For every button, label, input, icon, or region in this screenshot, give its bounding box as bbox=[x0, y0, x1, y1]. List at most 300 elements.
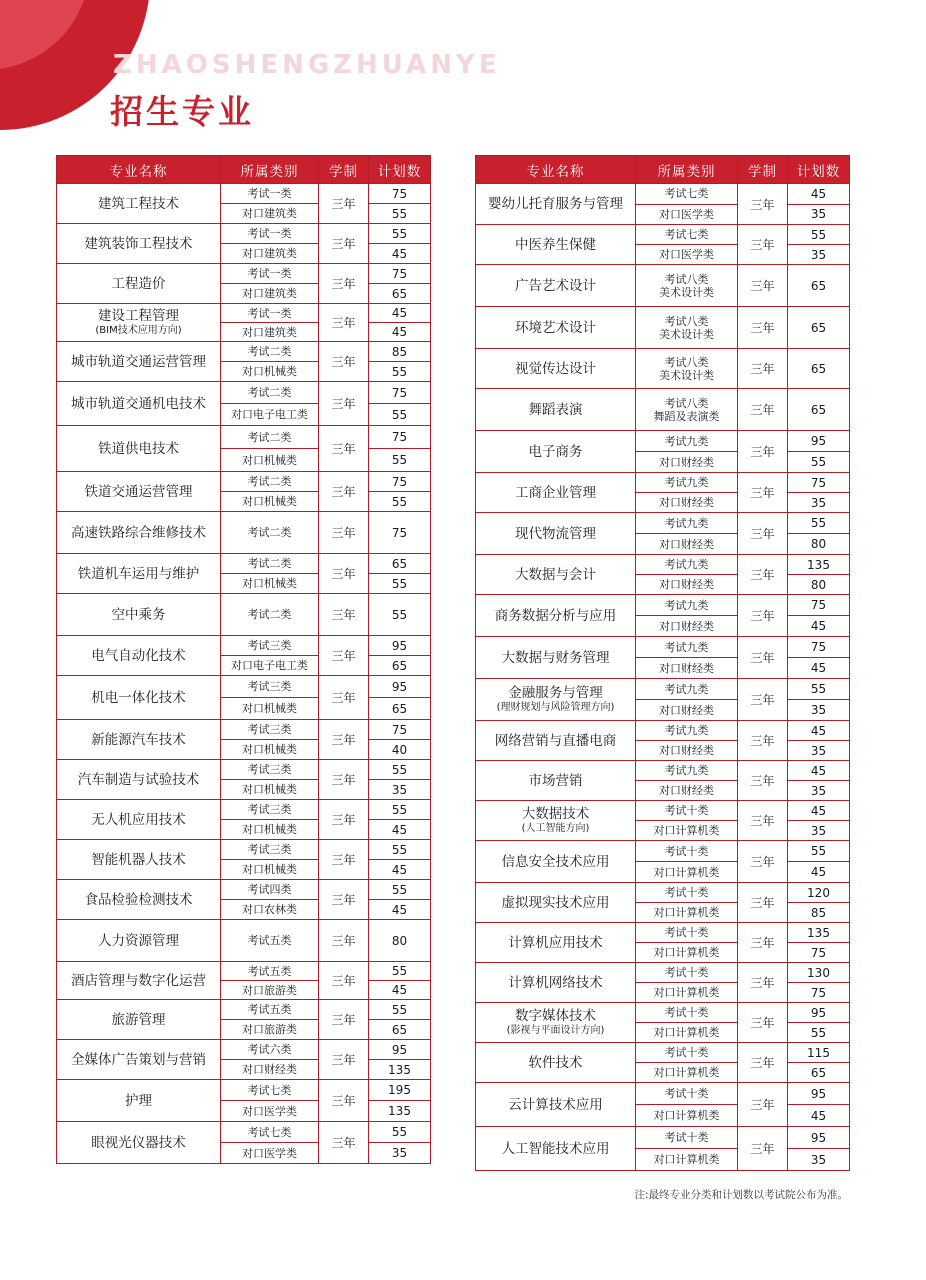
category-cell: 考试九类 bbox=[636, 431, 738, 452]
plan-number-cell: 65 bbox=[788, 349, 850, 389]
major-name: 计算机应用技术 bbox=[508, 934, 603, 951]
major-name: 人力资源管理 bbox=[98, 932, 179, 949]
major-name-cell bbox=[57, 1040, 221, 1080]
table-row bbox=[57, 1080, 431, 1101]
duration-cell: 三年 bbox=[738, 1043, 788, 1083]
plan-number-cell: 55 bbox=[369, 574, 431, 594]
duration-cell: 三年 bbox=[738, 637, 788, 679]
category-cell: 考试九类 bbox=[636, 595, 738, 616]
category-cell: 考试七类 bbox=[221, 1080, 319, 1101]
category-cell: 考试二类 bbox=[221, 342, 319, 362]
table-row bbox=[57, 1000, 431, 1020]
major-name: 铁道供电技术 bbox=[98, 440, 179, 457]
category-cell: 对口建筑类 bbox=[221, 244, 319, 264]
duration-cell: 三年 bbox=[319, 1040, 369, 1080]
major-name-cell bbox=[476, 184, 636, 225]
plan-number-cell: 130 bbox=[788, 963, 850, 983]
plan-number-cell: 55 bbox=[369, 800, 431, 820]
duration-cell: 三年 bbox=[738, 841, 788, 883]
table-row bbox=[476, 265, 850, 307]
table-row bbox=[57, 382, 431, 404]
duration-cell: 三年 bbox=[319, 636, 369, 676]
duration-cell: 三年 bbox=[319, 720, 369, 760]
category-cell: 考试七类 bbox=[221, 1122, 319, 1143]
plan-number-cell: 45 bbox=[369, 244, 431, 264]
major-name: 信息安全技术应用 bbox=[501, 853, 610, 870]
plan-number-cell: 75 bbox=[788, 637, 850, 658]
category-cell: 考试九类 bbox=[636, 679, 738, 700]
major-name: 建筑工程技术 bbox=[98, 195, 179, 212]
header-plan: 计划数 bbox=[788, 156, 850, 184]
plan-number-cell: 55 bbox=[788, 513, 850, 534]
table-row bbox=[57, 720, 431, 740]
major-name: 铁道交通运营管理 bbox=[84, 483, 193, 500]
major-name: 计算机网络技术 bbox=[508, 974, 603, 991]
category-cell: 对口计算机类 bbox=[636, 1105, 738, 1127]
plan-number-cell: 55 bbox=[788, 679, 850, 700]
duration-cell: 三年 bbox=[319, 920, 369, 962]
table-row bbox=[476, 883, 850, 903]
plan-number-cell: 135 bbox=[788, 555, 850, 575]
major-name-cell bbox=[476, 1083, 636, 1127]
major-name: 大数据与财务管理 bbox=[501, 649, 610, 666]
category-cell: 考试二类 bbox=[221, 512, 319, 554]
major-name: 工商企业管理 bbox=[515, 484, 596, 501]
plan-number-cell: 45 bbox=[788, 721, 850, 741]
majors-table-right bbox=[475, 155, 850, 1171]
category-cell: 考试八类 美术设计类 bbox=[636, 265, 738, 307]
plan-number-cell: 45 bbox=[369, 981, 431, 1000]
major-name-cell bbox=[57, 1000, 221, 1040]
category-cell: 考试七类 bbox=[636, 225, 738, 245]
category-cell: 考试十类 bbox=[636, 883, 738, 903]
category-cell: 考试九类 bbox=[636, 555, 738, 575]
plan-number-cell: 55 bbox=[369, 1122, 431, 1143]
category-cell: 对口财经类 bbox=[636, 534, 738, 555]
category-cell: 考试九类 bbox=[636, 513, 738, 534]
plan-number-cell: 55 bbox=[369, 362, 431, 382]
duration-cell: 三年 bbox=[319, 264, 369, 304]
major-name-cell bbox=[476, 1003, 636, 1043]
category-cell: 对口财经类 bbox=[636, 452, 738, 473]
plan-number-cell: 55 bbox=[788, 225, 850, 245]
plan-number-cell: 75 bbox=[788, 595, 850, 616]
plan-number-cell: 35 bbox=[369, 1143, 431, 1164]
table-row bbox=[57, 676, 431, 698]
duration-cell: 三年 bbox=[738, 923, 788, 963]
major-direction: (影视与平面设计方向) bbox=[506, 1025, 605, 1036]
table-row bbox=[57, 1040, 431, 1060]
category-cell: 考试十类 bbox=[636, 963, 738, 983]
plan-number-cell: 115 bbox=[788, 1043, 850, 1063]
plan-number-cell: 35 bbox=[788, 245, 850, 265]
major-name-cell bbox=[57, 880, 221, 920]
major-direction: (BIM技术应用方向) bbox=[95, 325, 182, 336]
table-row bbox=[476, 184, 850, 205]
table-header-row bbox=[476, 156, 850, 184]
duration-cell: 三年 bbox=[738, 184, 788, 225]
table-row bbox=[476, 1083, 850, 1105]
major-name: 商务数据分析与应用 bbox=[494, 607, 617, 624]
major-direction: (理财规划与风险管理方向) bbox=[496, 702, 615, 713]
major-name: 环境艺术设计 bbox=[515, 319, 596, 336]
duration-cell: 三年 bbox=[319, 594, 369, 636]
table-row bbox=[57, 304, 431, 323]
category-cell: 对口机械类 bbox=[221, 820, 319, 840]
major-name: 人工智能技术应用 bbox=[501, 1140, 610, 1157]
duration-cell: 三年 bbox=[738, 963, 788, 1003]
category-cell: 对口机械类 bbox=[221, 362, 319, 382]
major-name-cell bbox=[476, 307, 636, 349]
table-header-row bbox=[57, 156, 431, 184]
duration-cell: 三年 bbox=[738, 761, 788, 801]
major-name: 虚拟现实技术应用 bbox=[501, 894, 610, 911]
plan-number-cell: 65 bbox=[369, 554, 431, 574]
category-cell: 对口计算机类 bbox=[636, 1149, 738, 1171]
plan-number-cell: 95 bbox=[788, 1127, 850, 1149]
category-cell: 考试六类 bbox=[221, 1040, 319, 1060]
major-name-cell bbox=[476, 225, 636, 265]
category-cell: 考试一类 bbox=[221, 264, 319, 284]
major-name-cell bbox=[57, 184, 221, 224]
major-name-cell bbox=[476, 963, 636, 1003]
category-cell: 考试二类 bbox=[221, 594, 319, 636]
category-cell: 对口财经类 bbox=[636, 658, 738, 679]
category-cell: 对口财经类 bbox=[636, 781, 738, 801]
major-name-cell bbox=[476, 721, 636, 761]
category-cell: 对口计算机类 bbox=[636, 943, 738, 963]
category-cell: 对口财经类 bbox=[636, 741, 738, 761]
plan-number-cell: 195 bbox=[369, 1080, 431, 1101]
category-cell: 考试三类 bbox=[221, 676, 319, 698]
major-name-cell bbox=[476, 841, 636, 883]
category-cell: 对口旅游类 bbox=[221, 981, 319, 1000]
category-cell: 对口机械类 bbox=[221, 698, 319, 720]
plan-number-cell: 95 bbox=[788, 1083, 850, 1105]
duration-cell: 三年 bbox=[738, 1083, 788, 1127]
major-name: 城市轨道交通运营管理 bbox=[71, 353, 206, 370]
duration-cell: 三年 bbox=[738, 513, 788, 555]
plan-number-cell: 35 bbox=[788, 700, 850, 721]
plan-number-cell: 35 bbox=[788, 741, 850, 761]
category-cell: 考试二类 bbox=[221, 382, 319, 404]
major-name-cell bbox=[57, 676, 221, 720]
plan-number-cell: 75 bbox=[369, 184, 431, 204]
category-cell: 考试二类 bbox=[221, 426, 319, 449]
category-cell: 考试四类 bbox=[221, 880, 319, 900]
plan-number-cell: 45 bbox=[788, 616, 850, 637]
majors-table-left bbox=[56, 155, 431, 1164]
major-name: 大数据与会计 bbox=[515, 566, 596, 583]
plan-number-cell: 45 bbox=[788, 761, 850, 781]
header-duration: 学制 bbox=[319, 156, 369, 184]
table-row bbox=[476, 721, 850, 741]
major-name: 酒店管理与数字化运营 bbox=[71, 972, 206, 989]
major-name-cell bbox=[57, 342, 221, 382]
plan-number-cell: 35 bbox=[788, 204, 850, 225]
plan-number-cell: 35 bbox=[788, 781, 850, 801]
pinyin-heading: ZHAOSHENGZHUANYE bbox=[113, 50, 501, 80]
plan-number-cell: 45 bbox=[788, 801, 850, 821]
major-name-cell bbox=[57, 554, 221, 594]
plan-number-cell: 55 bbox=[369, 204, 431, 224]
plan-number-cell: 80 bbox=[369, 920, 431, 962]
major-name-cell bbox=[476, 1043, 636, 1083]
plan-number-cell: 65 bbox=[369, 1020, 431, 1040]
major-name-cell bbox=[57, 304, 221, 342]
duration-cell: 三年 bbox=[319, 1122, 369, 1164]
header-duration: 学制 bbox=[738, 156, 788, 184]
category-cell: 对口计算机类 bbox=[636, 821, 738, 841]
table-row bbox=[476, 225, 850, 245]
duration-cell: 三年 bbox=[738, 265, 788, 307]
category-cell: 考试八类 美术设计类 bbox=[636, 349, 738, 389]
major-name-cell bbox=[57, 1080, 221, 1122]
duration-cell: 三年 bbox=[319, 342, 369, 382]
plan-number-cell: 95 bbox=[369, 676, 431, 698]
major-name: 广告艺术设计 bbox=[515, 277, 596, 294]
plan-number-cell: 80 bbox=[788, 575, 850, 595]
major-name: 电子商务 bbox=[528, 443, 583, 460]
category-cell: 考试十类 bbox=[636, 1043, 738, 1063]
category-cell: 考试三类 bbox=[221, 636, 319, 656]
major-name-cell bbox=[476, 349, 636, 389]
category-cell: 对口计算机类 bbox=[636, 862, 738, 883]
category-cell: 考试九类 bbox=[636, 637, 738, 658]
table-row bbox=[57, 760, 431, 780]
category-cell: 对口机械类 bbox=[221, 449, 319, 472]
table-row bbox=[57, 554, 431, 574]
table-row bbox=[476, 473, 850, 493]
table-row bbox=[57, 224, 431, 244]
category-cell: 考试十类 bbox=[636, 801, 738, 821]
plan-number-cell: 95 bbox=[788, 1003, 850, 1023]
major-name: 铁道机车运用与维护 bbox=[77, 565, 200, 582]
duration-cell: 三年 bbox=[319, 1000, 369, 1040]
plan-number-cell: 65 bbox=[788, 307, 850, 349]
major-name-cell bbox=[476, 513, 636, 555]
table-row bbox=[476, 841, 850, 862]
table-row bbox=[57, 840, 431, 860]
plan-number-cell: 35 bbox=[369, 780, 431, 800]
plan-number-cell: 85 bbox=[788, 903, 850, 923]
major-name-cell bbox=[57, 760, 221, 800]
major-name: 新能源汽车技术 bbox=[91, 731, 186, 748]
category-cell: 考试三类 bbox=[221, 840, 319, 860]
category-cell: 对口计算机类 bbox=[636, 983, 738, 1003]
table-row bbox=[57, 264, 431, 284]
category-cell: 对口财经类 bbox=[636, 493, 738, 513]
category-cell: 考试七类 bbox=[636, 184, 738, 205]
plan-number-cell: 120 bbox=[788, 883, 850, 903]
major-name: 电气自动化技术 bbox=[91, 647, 186, 664]
category-cell: 考试十类 bbox=[636, 1127, 738, 1149]
category-cell: 考试十类 bbox=[636, 1083, 738, 1105]
category-cell: 对口农林类 bbox=[221, 900, 319, 920]
major-name: 现代物流管理 bbox=[515, 525, 596, 542]
category-cell: 对口计算机类 bbox=[636, 1023, 738, 1043]
category-cell: 对口建筑类 bbox=[221, 204, 319, 224]
major-name: 智能机器人技术 bbox=[91, 851, 186, 868]
table-row bbox=[476, 1043, 850, 1063]
table-row bbox=[57, 472, 431, 492]
duration-cell: 三年 bbox=[738, 801, 788, 841]
major-name-cell bbox=[57, 1122, 221, 1164]
plan-number-cell: 45 bbox=[788, 184, 850, 205]
major-name: 城市轨道交通机电技术 bbox=[71, 395, 206, 412]
major-name: 护理 bbox=[125, 1092, 152, 1109]
plan-number-cell: 55 bbox=[788, 841, 850, 862]
plan-number-cell: 55 bbox=[369, 594, 431, 636]
plan-number-cell: 55 bbox=[369, 880, 431, 900]
major-name-cell bbox=[57, 224, 221, 264]
category-cell: 考试十类 bbox=[636, 1003, 738, 1023]
category-cell: 对口财经类 bbox=[636, 700, 738, 721]
duration-cell: 三年 bbox=[738, 225, 788, 265]
category-cell: 对口医学类 bbox=[636, 245, 738, 265]
major-name-cell bbox=[57, 962, 221, 1000]
table-row bbox=[476, 801, 850, 821]
table-row bbox=[57, 880, 431, 900]
category-cell: 考试一类 bbox=[221, 224, 319, 244]
table-row bbox=[476, 637, 850, 658]
major-name-cell bbox=[476, 431, 636, 473]
plan-number-cell: 45 bbox=[369, 304, 431, 323]
plan-number-cell: 45 bbox=[369, 900, 431, 920]
table-row bbox=[57, 920, 431, 962]
category-cell: 考试一类 bbox=[221, 304, 319, 323]
major-name: 数字媒体技术 bbox=[515, 1008, 596, 1024]
major-name: 视觉传达设计 bbox=[515, 360, 596, 377]
major-name-cell bbox=[476, 389, 636, 431]
major-name: 工程造价 bbox=[111, 275, 166, 292]
duration-cell: 三年 bbox=[738, 473, 788, 513]
major-name-cell bbox=[476, 555, 636, 595]
table-row bbox=[57, 636, 431, 656]
major-name-cell bbox=[57, 840, 221, 880]
plan-number-cell: 75 bbox=[369, 512, 431, 554]
plan-number-cell: 35 bbox=[788, 821, 850, 841]
table-row bbox=[476, 555, 850, 575]
category-cell: 对口建筑类 bbox=[221, 284, 319, 304]
duration-cell: 三年 bbox=[738, 431, 788, 473]
major-name-cell bbox=[476, 761, 636, 801]
category-cell: 对口机械类 bbox=[221, 740, 319, 760]
plan-number-cell: 65 bbox=[369, 698, 431, 720]
major-name: 建筑装饰工程技术 bbox=[84, 235, 193, 252]
category-cell: 对口建筑类 bbox=[221, 323, 319, 342]
duration-cell: 三年 bbox=[319, 472, 369, 512]
major-name-cell bbox=[57, 472, 221, 512]
major-name: 云计算技术应用 bbox=[508, 1096, 603, 1113]
plan-number-cell: 75 bbox=[369, 426, 431, 449]
table-row bbox=[476, 349, 850, 389]
major-name-cell bbox=[57, 720, 221, 760]
category-cell: 考试五类 bbox=[221, 1000, 319, 1020]
category-cell: 考试三类 bbox=[221, 760, 319, 780]
plan-number-cell: 65 bbox=[369, 284, 431, 304]
page-title: 招生专业 bbox=[110, 92, 254, 131]
plan-number-cell: 40 bbox=[369, 740, 431, 760]
plan-number-cell: 45 bbox=[369, 820, 431, 840]
major-name: 金融服务与管理 bbox=[508, 685, 603, 701]
category-cell: 考试八类 美术设计类 bbox=[636, 307, 738, 349]
duration-cell: 三年 bbox=[319, 382, 369, 426]
major-name-cell bbox=[476, 923, 636, 963]
major-name: 网络营销与直播电商 bbox=[494, 732, 617, 749]
table-row bbox=[57, 962, 431, 981]
plan-number-cell: 45 bbox=[788, 862, 850, 883]
table-row bbox=[57, 800, 431, 820]
plan-number-cell: 65 bbox=[788, 1063, 850, 1083]
major-name: 全媒体广告策划与营销 bbox=[71, 1051, 206, 1068]
plan-number-cell: 75 bbox=[788, 983, 850, 1003]
major-name: 高速铁路综合维修技术 bbox=[71, 524, 206, 541]
category-cell: 对口财经类 bbox=[221, 1060, 319, 1080]
major-name: 机电一体化技术 bbox=[91, 689, 186, 706]
duration-cell: 三年 bbox=[319, 760, 369, 800]
major-name: 旅游管理 bbox=[111, 1011, 166, 1028]
header-category: 所属类别 bbox=[221, 156, 319, 184]
plan-number-cell: 55 bbox=[369, 404, 431, 426]
plan-number-cell: 85 bbox=[369, 342, 431, 362]
table-row bbox=[476, 431, 850, 452]
table-row bbox=[57, 426, 431, 449]
header-major: 专业名称 bbox=[57, 156, 221, 184]
duration-cell: 三年 bbox=[738, 721, 788, 761]
category-cell: 考试十类 bbox=[636, 923, 738, 943]
major-name: 无人机应用技术 bbox=[91, 811, 186, 828]
plan-number-cell: 135 bbox=[369, 1101, 431, 1122]
table-row bbox=[57, 512, 431, 554]
plan-number-cell: 95 bbox=[369, 636, 431, 656]
major-name-cell bbox=[57, 426, 221, 472]
plan-number-cell: 65 bbox=[788, 265, 850, 307]
major-name: 中医养生保健 bbox=[515, 236, 596, 253]
duration-cell: 三年 bbox=[738, 679, 788, 721]
category-cell: 考试九类 bbox=[636, 473, 738, 493]
footnote: 注:最终专业分类和计划数以考试院公布为准。 bbox=[634, 1189, 848, 1201]
major-name-cell bbox=[57, 800, 221, 840]
table-row bbox=[476, 389, 850, 431]
plan-number-cell: 55 bbox=[369, 224, 431, 244]
plan-number-cell: 55 bbox=[369, 760, 431, 780]
plan-number-cell: 35 bbox=[788, 493, 850, 513]
table-row bbox=[57, 594, 431, 636]
major-name-cell bbox=[57, 512, 221, 554]
plan-number-cell: 75 bbox=[788, 943, 850, 963]
major-name: 食品检验检测技术 bbox=[84, 891, 193, 908]
duration-cell: 三年 bbox=[738, 555, 788, 595]
header-major: 专业名称 bbox=[476, 156, 636, 184]
table-row bbox=[476, 307, 850, 349]
duration-cell: 三年 bbox=[738, 307, 788, 349]
plan-number-cell: 35 bbox=[788, 1149, 850, 1171]
category-cell: 考试一类 bbox=[221, 184, 319, 204]
category-cell: 考试十类 bbox=[636, 841, 738, 862]
table-row bbox=[476, 1127, 850, 1149]
duration-cell: 三年 bbox=[319, 880, 369, 920]
major-name-cell bbox=[476, 637, 636, 679]
duration-cell: 三年 bbox=[738, 595, 788, 637]
table-row bbox=[476, 963, 850, 983]
category-cell: 对口机械类 bbox=[221, 780, 319, 800]
table-row bbox=[57, 1122, 431, 1143]
major-name-cell bbox=[476, 595, 636, 637]
duration-cell: 三年 bbox=[738, 349, 788, 389]
major-name: 汽车制造与试验技术 bbox=[77, 771, 200, 788]
major-name: 建设工程管理 bbox=[98, 308, 179, 324]
